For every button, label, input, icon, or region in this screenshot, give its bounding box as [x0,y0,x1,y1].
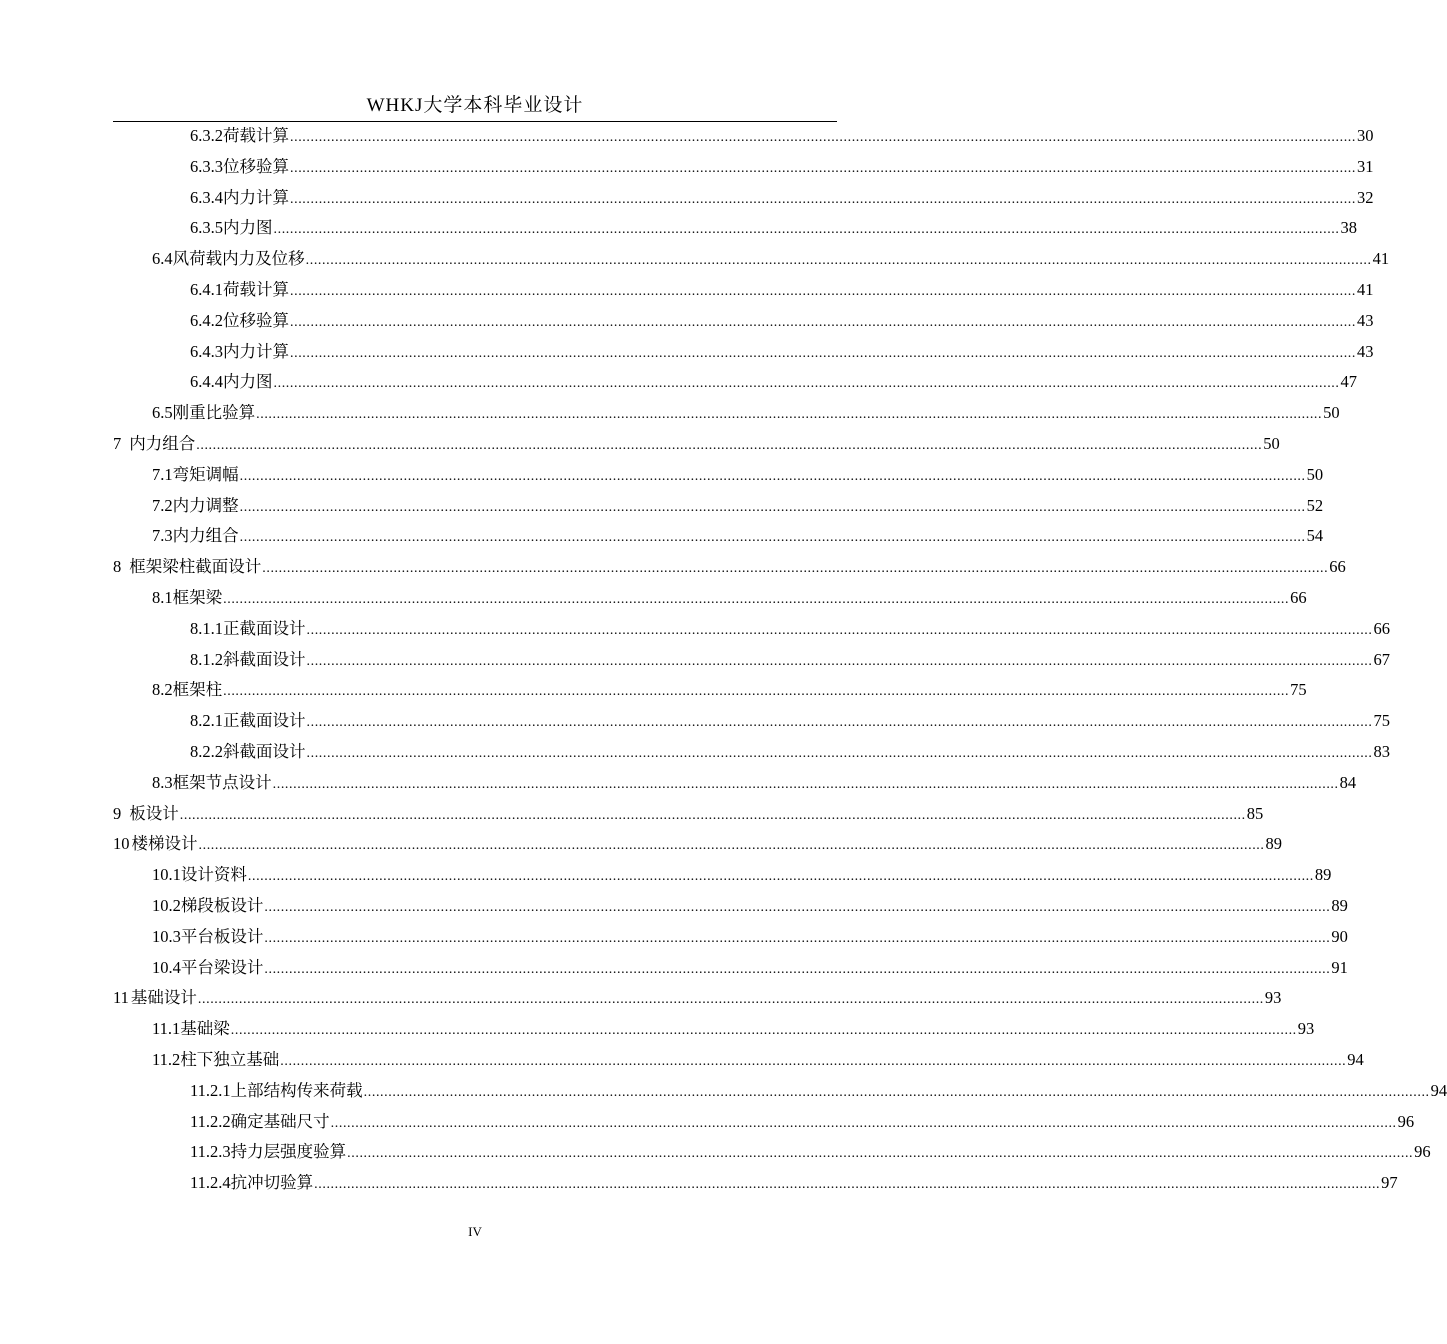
toc-entry-page: 52 [1306,495,1324,515]
toc-entry[interactable] [113,583,1307,614]
toc-entry[interactable] [113,306,1374,337]
toc-entry-page: 96 [1397,1111,1415,1131]
dot-leader: .................................................................................................................................................................................................................................................................... [223,591,1290,607]
toc-entry-number: 8.2.1 [190,711,223,731]
toc-entry-title: 框架梁 [172,587,223,607]
toc-entry-page: 30 [1357,126,1374,145]
toc-entry-title: 持力层强度验算 [230,1142,347,1162]
toc-entry-title: 柱下独立基础 [180,1049,280,1069]
toc-entry-title: 刚重比验算 [172,403,256,423]
toc-entry[interactable] [113,1045,1364,1076]
toc-entry-page: 83 [1373,741,1390,761]
toc-entry[interactable] [113,614,1390,645]
toc-entry-number: 10.4 [152,957,181,977]
dot-leader: .................................................................................................................................................................................................................................................................... [305,253,1372,269]
toc-entry[interactable] [113,1137,1431,1168]
toc-entry-page: 67 [1373,649,1390,669]
dot-leader: .................................................................................................................................................................................................................................................................... [264,930,1331,946]
toc-entry-title: 基础梁 [180,1019,230,1039]
toc-entry-title: 内力组合 [129,433,196,453]
toc-entry-number: 6.5 [152,403,173,423]
toc-entry-title: 抗冲切验算 [230,1173,314,1193]
toc-entry[interactable] [113,429,1280,460]
toc-entry-number: 8.2.2 [190,741,223,761]
toc-entry[interactable] [113,675,1307,706]
toc-entry-number: 6.4.3 [190,341,223,361]
toc-entry-number: 8.1 [152,587,173,607]
toc-entry-title: 位移验算 [223,156,289,176]
toc-entry-number: 6.3.3 [190,156,223,176]
toc-entry-number: 11 [113,988,129,1008]
dot-leader: .................................................................................................................................................................................................................................................................... [290,191,1356,207]
toc-entry-page: 66 [1329,557,1346,577]
toc-entry-page: 93 [1297,1019,1315,1039]
dot-leader: .................................................................................................................................................................................................................................................................... [347,1146,1414,1162]
dot-leader: .................................................................................................................................................................................................................................................................... [264,899,1331,915]
toc-entry[interactable] [113,552,1346,583]
dot-leader: .................................................................................................................................................................................................................................................................... [272,776,1339,792]
toc-entry-page: 91 [1331,957,1348,977]
dot-leader: .................................................................................................................................................................................................................................................................... [290,160,1356,176]
page-number: IV [468,1224,482,1239]
toc-entry-page: 43 [1357,310,1374,330]
toc-entry-page: 50 [1323,403,1340,423]
toc-entry[interactable] [113,183,1374,214]
toc-entry-title: 内力图 [223,218,273,238]
toc-entry-number: 8.1.2 [190,649,223,669]
toc-entry-number: 11.2.2 [190,1111,231,1131]
toc-entry-page: 50 [1263,433,1280,453]
toc-entry[interactable] [113,398,1340,429]
dot-leader: .................................................................................................................................................................................................................................................................... [256,407,1323,423]
toc-entry-number: 11.1 [152,1019,181,1039]
dot-leader: .................................................................................................................................................................................................................................................................... [264,961,1331,977]
toc-entry-page: 43 [1357,341,1374,361]
toc-entry-number: 7 [113,433,122,453]
toc-entry[interactable] [113,953,1348,984]
toc-entry[interactable] [113,275,1374,306]
toc-entry-number: 6.4 [152,249,173,269]
toc-entry[interactable] [113,521,1324,552]
dot-leader: .................................................................................................................................................................................................................................................................... [262,561,1329,577]
toc-entry[interactable] [113,121,1374,152]
toc-entry-page: 84 [1339,772,1357,792]
toc-entry[interactable] [113,244,1390,275]
toc-entry-page: 41 [1372,249,1390,269]
toc-entry-page: 97 [1381,1173,1398,1193]
toc-entry-page: 94 [1347,1049,1364,1069]
dot-leader: .................................................................................................................................................................................................................................................................... [290,283,1356,299]
toc-entry-number: 6.4.2 [190,310,223,330]
toc-entry-number: 6.4.4 [190,372,223,392]
page-header: WHKJ大学本科毕业设计 [366,95,584,116]
dot-leader: .................................................................................................................................................................................................................................................................... [314,1177,1381,1193]
dot-leader: .................................................................................................................................................................................................................................................................... [290,130,1356,145]
dot-leader: .................................................................................................................................................................................................................................................................... [280,1053,1347,1069]
toc-entry[interactable] [113,367,1357,398]
toc-entry-number: 10.3 [152,926,181,946]
toc-entry-page: 96 [1414,1142,1431,1162]
toc-entry[interactable] [113,706,1390,737]
toc-entry-number: 8.2 [152,680,173,700]
toc-entry-page: 50 [1306,464,1324,484]
dot-leader: .................................................................................................................................................................................................................................................................... [196,437,1263,453]
dot-leader: .................................................................................................................................................................................................................................................................... [179,807,1246,823]
toc-entry-page: 89 [1265,834,1282,854]
toc-entry[interactable] [113,460,1324,491]
toc-entry-title: 平台板设计 [180,926,264,946]
toc-entry-title: 基础设计 [130,988,197,1008]
dot-leader: .................................................................................................................................................................................................................................................................... [239,499,1306,515]
toc-entry-number: 11.2 [152,1049,181,1069]
dot-leader: .................................................................................................................................................................................................................................................................... [363,1084,1430,1100]
toc-entry-title: 正截面设计 [223,618,306,638]
toc-entry-title: 风荷载内力及位移 [172,249,305,269]
toc-entry-page: 66 [1290,587,1307,607]
toc-entry-number: 6.3.2 [190,126,223,145]
dot-leader: .................................................................................................................................................................................................................................................................... [306,622,1373,638]
toc-entry-page: 66 [1373,618,1390,638]
dot-leader: .................................................................................................................................................................................................................................................................... [306,715,1373,731]
toc-entry-number: 6.3.5 [190,218,223,238]
toc-entry-number: 8.1.1 [190,618,223,638]
dot-leader: .................................................................................................................................................................................................................................................................... [330,1115,1397,1131]
toc-entry-title: 弯矩调幅 [172,464,239,484]
toc-entry-page: 75 [1290,680,1307,700]
toc-entry-title: 斜截面设计 [223,741,306,761]
toc-entry-page: 41 [1357,279,1374,299]
toc-entry[interactable] [113,1076,1447,1107]
toc-entry-page: 94 [1430,1080,1447,1100]
toc-entry-title: 框架柱 [172,680,223,700]
toc-entry[interactable] [113,152,1374,183]
toc-entry-page: 93 [1264,988,1282,1008]
table-of-contents [113,121,1447,1199]
toc-entry-number: 6.4.1 [190,279,223,299]
toc-entry-title: 平台梁设计 [180,957,264,977]
toc-entry[interactable] [113,829,1282,860]
toc-entry-title: 位移验算 [223,310,289,330]
toc-entry-number: 7.3 [152,526,173,546]
toc-entry-number: 11.2.1 [190,1080,231,1100]
toc-entry-title: 楼梯设计 [131,834,198,854]
toc-entry-page: 54 [1306,526,1324,546]
dot-leader: .................................................................................................................................................................................................................................................................... [290,345,1356,361]
toc-entry-title: 内力调整 [172,495,239,515]
toc-entry[interactable] [113,1107,1415,1138]
toc-entry-title: 内力图 [223,372,273,392]
dot-leader: .................................................................................................................................................................................................................................................................... [239,530,1306,546]
toc-entry-page: 90 [1331,926,1348,946]
toc-entry-title: 板设计 [129,803,179,823]
toc-entry-title: 荷载计算 [223,126,289,145]
toc-entry[interactable] [113,1168,1398,1199]
toc-entry-number: 10 [113,834,130,854]
toc-entry[interactable] [113,337,1374,368]
dot-leader: .................................................................................................................................................................................................................................................................... [273,222,1340,238]
toc-entry-number: 9 [113,803,122,823]
dot-leader: .................................................................................................................................................................................................................................................................... [230,1023,1297,1039]
toc-entry[interactable] [113,860,1332,891]
dot-leader: .................................................................................................................................................................................................................................................................... [306,745,1373,761]
toc-entry[interactable] [113,213,1357,244]
dot-leader: .................................................................................................................................................................................................................................................................... [198,838,1265,854]
toc-entry-title: 设计资料 [180,865,247,885]
toc-entry-page: 31 [1357,156,1374,176]
toc-entry-title: 框架节点设计 [172,772,272,792]
toc-entry-title: 梯段板设计 [180,895,264,915]
toc-entry[interactable] [113,491,1324,522]
toc-entry-title: 上部结构传来荷载 [230,1080,363,1100]
toc-entry-number: 11.2.3 [190,1142,231,1162]
toc-entry-number: 8.3 [152,772,173,792]
toc-entry-page: 32 [1357,187,1374,207]
toc-entry-page: 89 [1331,895,1348,915]
toc-entry-title: 内力计算 [223,341,289,361]
toc-entry-number: 7.1 [152,464,173,484]
toc-entry-number: 10.1 [152,865,181,885]
toc-entry-page: 38 [1340,218,1357,238]
dot-leader: .................................................................................................................................................................................................................................................................... [197,992,1264,1008]
toc-entry-number: 10.2 [152,895,181,915]
toc-entry-title: 斜截面设计 [223,649,306,669]
toc-entry[interactable] [113,737,1390,768]
toc-entry[interactable] [113,1014,1315,1045]
toc-entry[interactable] [113,799,1264,830]
dot-leader: .................................................................................................................................................................................................................................................................... [223,684,1290,700]
toc-entry-title: 确定基础尺寸 [230,1111,330,1131]
toc-entry-title: 内力组合 [172,526,239,546]
toc-entry-page: 75 [1373,711,1390,731]
toc-entry-number: 11.2.4 [190,1173,231,1193]
toc-entry-number: 7.2 [152,495,173,515]
toc-entry-page: 89 [1314,865,1332,885]
toc-entry[interactable] [113,922,1348,953]
dot-leader: .................................................................................................................................................................................................................................................................... [290,314,1356,330]
toc-entry-page: 85 [1246,803,1264,823]
toc-entry-title: 框架梁柱截面设计 [129,557,262,577]
dot-leader: .................................................................................................................................................................................................................................................................... [273,376,1340,392]
toc-entry[interactable] [113,768,1357,799]
toc-entry-number: 6.3.4 [190,187,223,207]
toc-entry-number: 8 [113,557,122,577]
dot-leader: .................................................................................................................................................................................................................................................................... [306,653,1373,669]
toc-entry[interactable] [113,983,1282,1014]
dot-leader: .................................................................................................................................................................................................................................................................... [239,468,1306,484]
toc-entry-title: 正截面设计 [223,711,306,731]
toc-entry-title: 荷载计算 [223,279,289,299]
toc-entry-title: 内力计算 [223,187,289,207]
toc-entry[interactable] [113,645,1390,676]
dot-leader: .................................................................................................................................................................................................................................................................... [247,869,1314,885]
toc-entry-page: 47 [1340,372,1357,392]
toc-entry[interactable] [113,891,1348,922]
